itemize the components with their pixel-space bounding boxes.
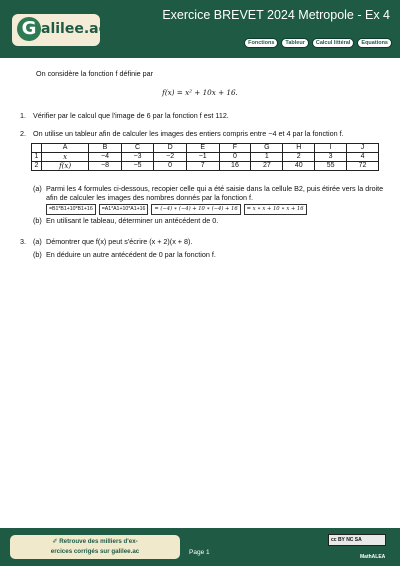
question-2a-text: Parmi les 4 formules ci-dessous, recopier celle qui a été saisie dans la cellule B2, puis étirée vers la droite afin de calculer les images des nombres donnés par la fonction f. — [46, 184, 384, 202]
page-number: Page 1 — [189, 549, 210, 556]
table-cell: 7 — [186, 162, 219, 171]
table-cell: −2 — [154, 153, 187, 162]
column-header: H — [283, 144, 315, 153]
spreadsheet-table — [31, 143, 379, 171]
table-cell: 1 — [251, 153, 283, 162]
tag-fonctions[interactable]: Fonctions — [244, 38, 278, 48]
tag-tableur[interactable]: Tableur — [281, 38, 308, 48]
question-2b-label: (b) — [33, 216, 42, 225]
column-header: I — [315, 144, 347, 153]
intro-text: On considère la fonction f définie par — [36, 69, 154, 78]
question-2 — [20, 129, 344, 138]
tag-equations[interactable]: Equations — [357, 38, 392, 48]
table-cell: x — [42, 153, 89, 162]
question-1-text: Vérifier par le calcul que l'image de 6 par la fonction f est 112. — [33, 111, 229, 120]
table-cell: −8 — [89, 162, 122, 171]
question-3-number: 3. — [20, 237, 26, 246]
table-cell: 72 — [347, 162, 379, 171]
question-3a-label: (a) — [33, 237, 42, 246]
function-formula: f(x) = x² + 10x + 16. — [162, 88, 238, 97]
exercise-title: Exercice BREVET 2024 Metropole - Ex 4 — [162, 8, 390, 22]
row-header: 2 — [32, 162, 42, 171]
question-2b — [33, 216, 218, 225]
promo-link[interactable] — [10, 535, 180, 559]
topic-tags — [244, 38, 392, 48]
table-cell: 0 — [219, 153, 251, 162]
table-cell: 27 — [251, 162, 283, 171]
table-cell: −1 — [186, 153, 219, 162]
galilee-logo[interactable] — [12, 14, 107, 46]
table-cell: 4 — [347, 153, 379, 162]
question-1 — [20, 111, 229, 120]
table-cell — [32, 144, 42, 153]
formula-option-4: = x ∗ x + 10 ∗ x + 16 — [244, 204, 307, 215]
header-bar — [0, 0, 400, 58]
promo-line-1: ✐ Retrouve des milliers d'ex- — [52, 538, 138, 545]
column-header: G — [251, 144, 283, 153]
mathalea-brand: MathALEA — [360, 554, 386, 560]
question-2-number: 2. — [20, 129, 26, 138]
column-header: A — [42, 144, 89, 153]
logo-text: alilee.ac — [41, 21, 107, 37]
column-header: J — [347, 144, 379, 153]
formula-option-1: =B1*B1+10*B1+16 — [46, 204, 96, 215]
table-cell: 0 — [154, 162, 187, 171]
table-header-row — [32, 144, 379, 153]
column-header: F — [219, 144, 251, 153]
column-header: C — [121, 144, 154, 153]
column-header: B — [89, 144, 122, 153]
formula-options — [46, 204, 307, 215]
table-cell: −5 — [121, 162, 154, 171]
question-3b-text: En déduire un autre antécédent de 0 par la fonction f. — [46, 250, 216, 259]
formula-option-2: =A1*A1+10*A1+16 — [99, 204, 149, 215]
logo-initial: G — [17, 17, 41, 41]
question-2-text: On utilise un tableur afin de calculer les images des entiers compris entre −4 et 4 par la fonction f. — [33, 129, 344, 138]
table-cell: f(x) — [42, 162, 89, 171]
table-row — [32, 153, 379, 162]
tag-calcul-litteral[interactable]: Calcul littéral — [312, 38, 355, 48]
question-2a-label: (a) — [33, 184, 42, 193]
column-header: D — [154, 144, 187, 153]
question-3a — [20, 237, 192, 246]
table-cell: −4 — [89, 153, 122, 162]
table-cell: −3 — [121, 153, 154, 162]
question-1-number: 1. — [20, 111, 26, 120]
question-3b — [33, 250, 216, 259]
column-header: E — [186, 144, 219, 153]
question-3b-label: (b) — [33, 250, 42, 259]
question-2b-text: En utilisant le tableau, déterminer un antécédent de 0. — [46, 216, 219, 225]
table-cell: 3 — [315, 153, 347, 162]
question-3a-text: Démontrer que f(x) peut s'écrire (x + 2)(x + 8). — [46, 237, 193, 246]
table-cell: 40 — [283, 162, 315, 171]
formula-option-3: = (−4) ∗ (−4) + 10 ∗ (−4) + 16 — [151, 204, 240, 215]
table-row — [32, 162, 379, 171]
table-cell: 16 — [219, 162, 251, 171]
row-header: 1 — [32, 153, 42, 162]
license-badge[interactable]: cc BY NC SA — [328, 534, 386, 546]
promo-line-2: ercices corrigés sur galilee.ac — [50, 548, 140, 555]
table-cell: 55 — [315, 162, 347, 171]
table-cell: 2 — [283, 153, 315, 162]
